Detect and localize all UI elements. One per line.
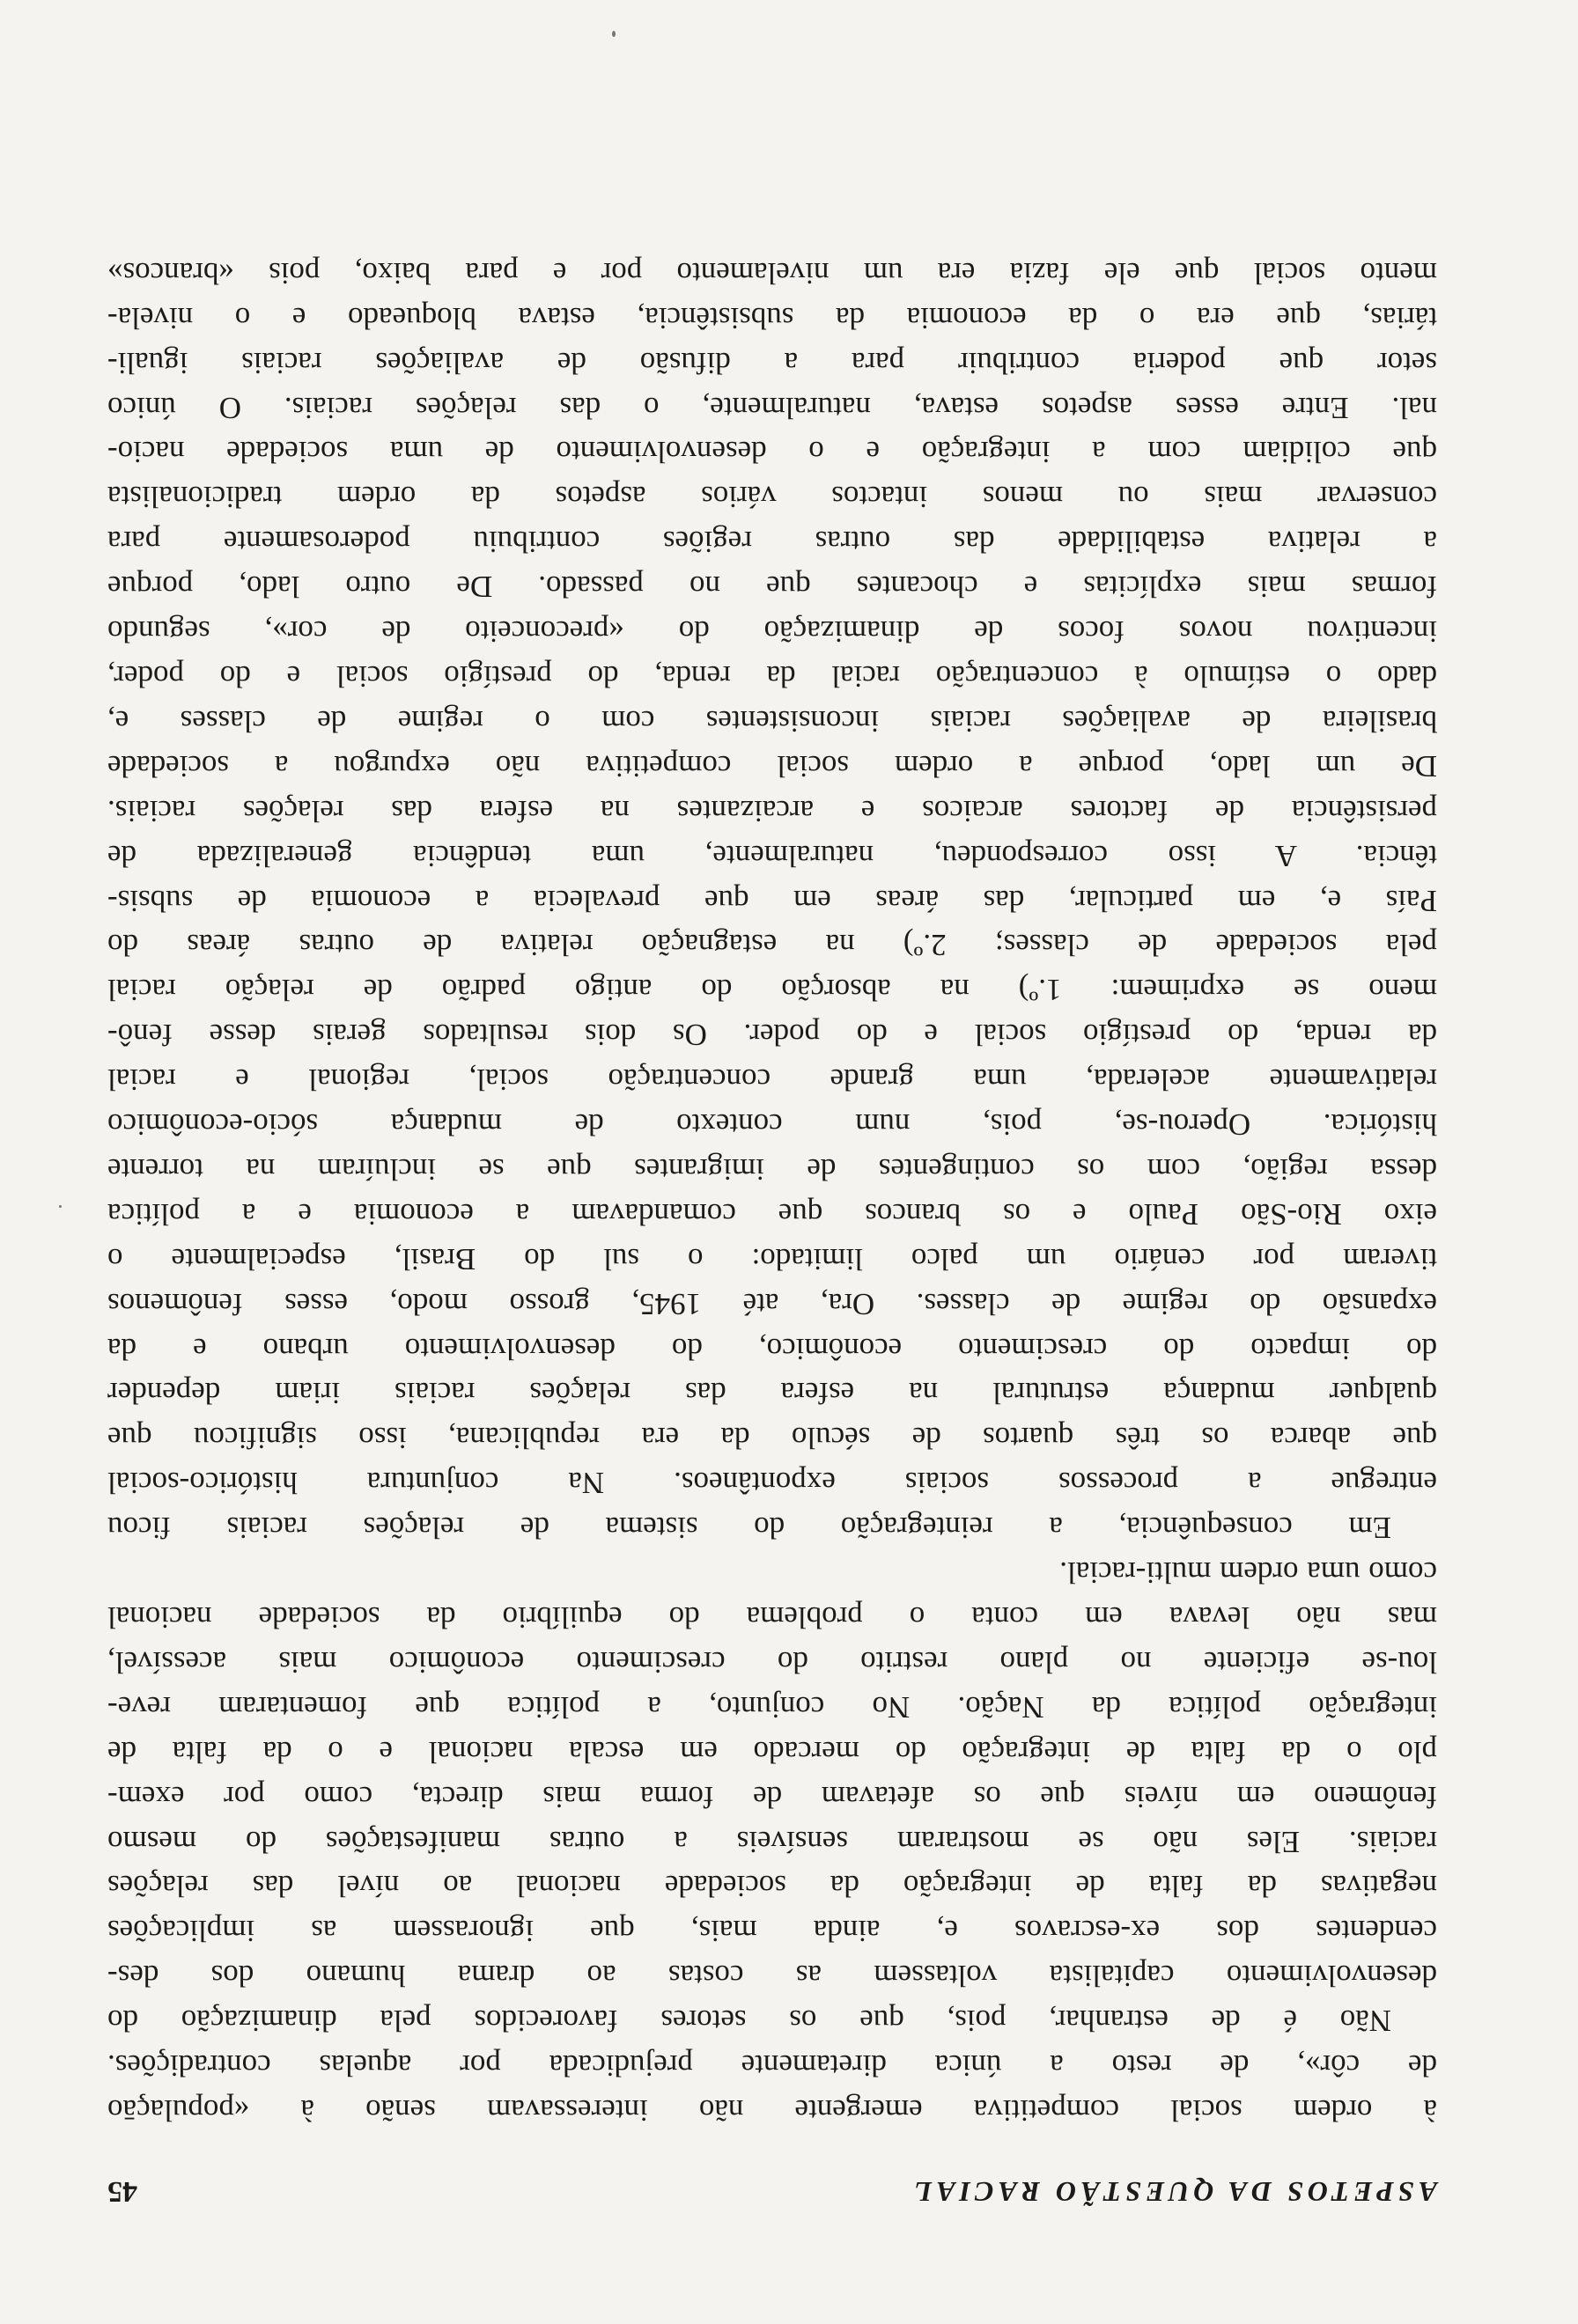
text-line: à ordem social competitiva emergente não interessavam senão à «populaçāo bbox=[107, 2093, 1437, 2128]
page-number: 45 bbox=[107, 2175, 137, 2208]
text-line: brasileira de avaliações raciais inconsistentes com o regime de classes e, bbox=[107, 703, 1437, 739]
text-line: do impacto do crescimento econômico, do desenvolvimento urbano e da bbox=[107, 1331, 1437, 1366]
running-head-title: ASPETOS DA QUESTÃO RACIAL bbox=[910, 2176, 1437, 2208]
text-line: cendentes dos ex-escravos e, ainda mais, que ignorassem as implicações bbox=[107, 1914, 1437, 1949]
text-line: de côr», de resto a única diretamente prejudicada por aquelas contradições. bbox=[107, 2048, 1437, 2084]
text-line: conservar mais ou menos intactos vários aspetos da ordem tradicionalista bbox=[107, 480, 1437, 515]
text-line: desenvolvimento capitalista voltassem as costas ao drama humano dos des- bbox=[107, 1959, 1437, 1994]
text-line: mas não levava em conta o problema do equilíbrio da sociedade nacional bbox=[107, 1600, 1437, 1636]
text-line: que abarca os três quartos de século da era republicana, isso significou que bbox=[107, 1421, 1437, 1456]
text-line: nal. Entre esses aspetos estava, naturalmente, o das relações raciais. O único bbox=[107, 390, 1437, 425]
text-line: que colidiam com a integração e o desenvolvimento de uma sociedade nacio- bbox=[107, 435, 1437, 470]
text-line: lou-se eficiente no plano restrito do crescimento econômico mais acessível, bbox=[107, 1644, 1437, 1680]
text-line: fenômeno em níveis que os afetavam de forma mais directa, como por exem- bbox=[107, 1779, 1437, 1814]
text-line: dessa região, com os contingentes de imigrantes que se incluíram na torrente bbox=[107, 1151, 1437, 1187]
text-line: como uma ordem multi-racial. bbox=[1059, 1555, 1437, 1591]
text-line: negativas da falta de integração da sociedade nacional ao nível das relações bbox=[107, 1869, 1437, 1904]
text-line: setor que poderia contribuir para a difusão de avaliações raciais iguali- bbox=[107, 345, 1437, 380]
text-line: da renda, do prestígio social e do poder. Os dois resultados gerais desse fenô- bbox=[107, 1018, 1437, 1053]
text-line: a relativa estabilidade das outras regiões contribuiu poderosamente para bbox=[107, 525, 1437, 560]
text-line: eixo Rio-São Paulo e os brancos que comandavam a economia e a política bbox=[107, 1196, 1437, 1232]
text-line: De um lado, porque a ordem social competitiva não expurgou a sociedade bbox=[107, 748, 1437, 783]
text-line: tiveram por cenário um palco limitado: o sul do Brasil, especialmente o bbox=[107, 1241, 1437, 1276]
text-line: formas mais explícitas e chocantes que no passado. De outro lado, porque bbox=[107, 570, 1437, 605]
text-line: expansão do regime de classes. Ora, até 1945, grosso modo, esses fenômenos bbox=[107, 1286, 1437, 1321]
text-line: integração política da Nação. No conjunto, a política que fomentaram reve- bbox=[107, 1689, 1437, 1725]
text-line: País e, em particular, das áreas em que prevalecia a economia de subsis- bbox=[107, 883, 1437, 918]
text-line: relativamente acelerada, uma grande concentração social, regional e racial bbox=[107, 1063, 1437, 1098]
text-line: incentivou novos focos de dinamização do «preconceito de cor», segundo bbox=[107, 614, 1437, 650]
text-line: tárias, que era o da economia da subsistência, estava bloqueado e o nivela- bbox=[107, 300, 1437, 335]
body-text bbox=[107, 250, 1437, 2132]
text-line: persistência de factores arcaicos e arcaizantes na esfera das relações raciais. bbox=[107, 793, 1437, 828]
text-line: qualquer mudança estrutural na esfera das relações raciais iriam depender bbox=[107, 1376, 1437, 1411]
text-line: Em consequência, a reintegração do sistema de relações raciais ficou bbox=[107, 1511, 1391, 1546]
running-head bbox=[107, 2169, 1437, 2208]
text-line: dado o estímulo à concentração racial da renda, do prestígio social e do poder, bbox=[107, 659, 1437, 694]
scan-speck bbox=[612, 31, 616, 37]
text-line: tência. A isso correspondeu, naturalmente, uma tendência generalizada de bbox=[107, 838, 1437, 873]
text-line: raciais. Eles não se mostraram sensíveis a outras manifestações do mesmo bbox=[107, 1824, 1437, 1859]
text-line: pela sociedade de classes; 2.º) na estagnação relativa de outras áreas do bbox=[107, 928, 1437, 963]
text-block bbox=[107, 250, 1437, 2208]
scan-speck bbox=[59, 1205, 62, 1208]
text-line: histórica. Operou-se, pois, num contexto de mudança sócio-econômico bbox=[107, 1107, 1437, 1143]
text-line: entregue a processos sociais expontâneos. Na conjuntura histórico-social bbox=[107, 1466, 1437, 1501]
text-line: Não é de estranhar, pois, que os setores favorecidos pela dinamização do bbox=[107, 2004, 1391, 2039]
text-line: plo o da falta de integração do mercado em escala nacional e o da falta de bbox=[107, 1734, 1437, 1769]
text-line: mento social que ele fazia era um nivelamento por e para baixo, pois «brancos» bbox=[107, 255, 1437, 290]
text-line: meno se exprimem: 1.º) na absorção do antigo padrão de relação racial bbox=[107, 973, 1437, 1008]
